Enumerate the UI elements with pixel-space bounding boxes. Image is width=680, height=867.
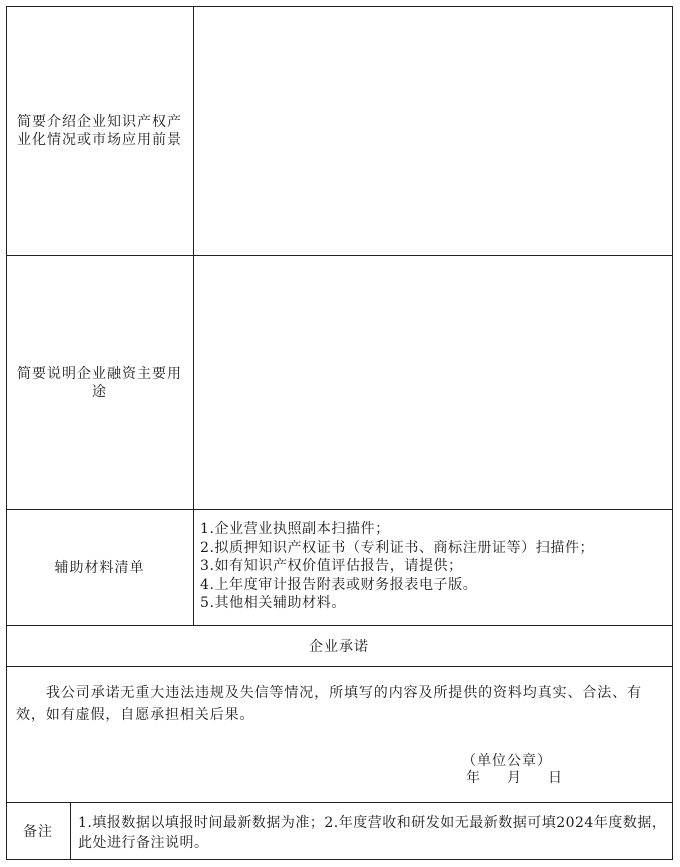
- table-border-bottom: [6, 859, 673, 860]
- materials-label-cell: [6, 510, 193, 625]
- list-item: 3.如有知识产权价值评估报告，请提供；: [200, 558, 463, 574]
- list-item: 5.其他相关辅助材料。: [200, 595, 346, 611]
- date-day-label: 日: [548, 770, 563, 786]
- date-year-label: 年: [466, 770, 481, 786]
- remarks-label: 备注: [23, 824, 53, 840]
- industrialization-answer-field[interactable]: [194, 7, 672, 255]
- materials-label: 辅助材料清单: [54, 559, 145, 576]
- list-item: 1.企业营业执照副本扫描件；: [200, 521, 390, 537]
- signature-date: [466, 767, 563, 787]
- table-border-right: [672, 6, 673, 860]
- financing-label: 简要说明企业融资主要用途: [17, 365, 182, 400]
- list-item: 2.拟质押知识产权证书（专利证书、商标注册证等）扫描件；: [200, 539, 595, 556]
- financing-answer-field[interactable]: [194, 256, 672, 509]
- commitment-text: 我公司承诺无重大违法违规及失信等情况，所填写的内容及所提供的资料均真实、合法、有效，如有虚假，自愿承担相关后果。: [16, 685, 642, 723]
- company-seal-label: （单位公章）: [462, 753, 552, 769]
- date-month-label: 月: [507, 770, 522, 786]
- remarks-text: 1.填报数据以填报时间最新数据为准；2.年度营收和研发如无最新数据可填2024年度数据，此处进行备注说明。: [78, 815, 667, 851]
- industrialization-label: 简要介绍企业知识产权产业化情况或市场应用前景: [17, 113, 182, 148]
- industrialization-label-cell: [6, 6, 193, 255]
- row-divider: [6, 666, 673, 667]
- list-item: 4.上年度审计报告附表或财务报表电子版。: [200, 576, 478, 593]
- row-divider: [6, 802, 673, 803]
- financing-label-cell: [6, 256, 193, 509]
- commitment-title: 企业承诺: [309, 639, 369, 655]
- materials-list: [200, 520, 670, 613]
- remarks-column-divider: [70, 802, 71, 860]
